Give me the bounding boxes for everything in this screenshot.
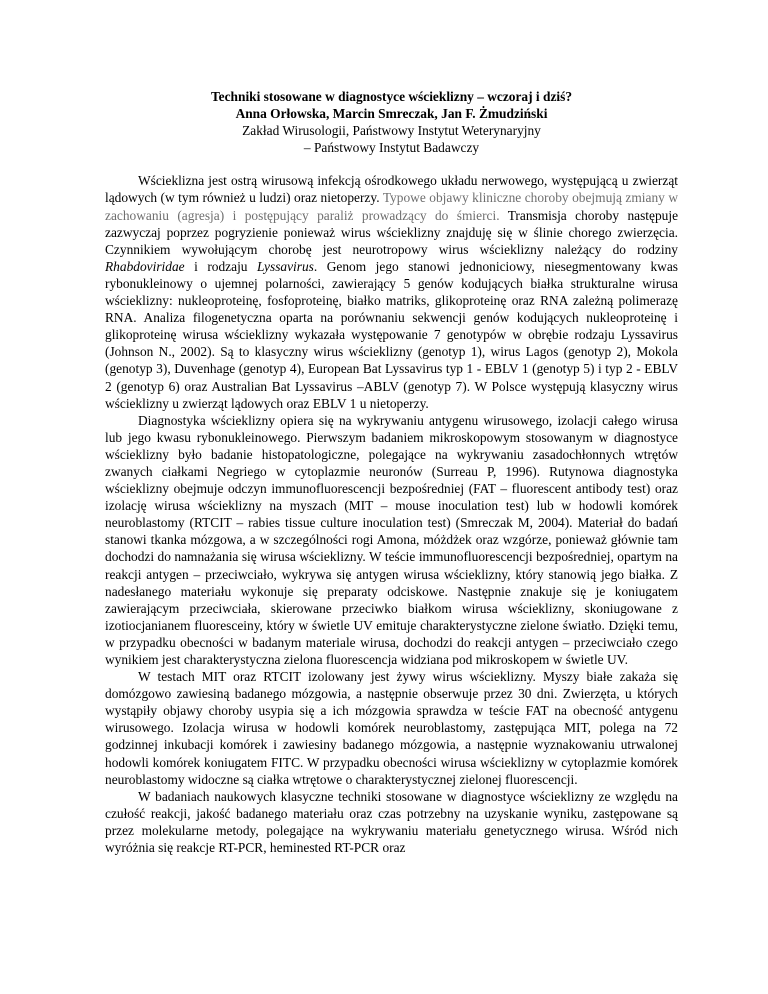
document-authors: Anna Orłowska, Marcin Smreczak, Jan F. Żmudziński (235, 106, 548, 122)
document-page (105, 88, 678, 856)
paragraph-1: Wścieklizna jest ostrą wirusową infekcją ośrodkowego układu nerwowego, występującą u zwierząt lądowych (w tym również u ludzi) oraz nietoperzy. Typowe objawy kliniczne choroby obejmują zmiany w zachowaniu (agresja) i postępujący paraliż prowadzący do śmierci. Transmisja choroby następuje zazwyczaj poprzez pogryzienie ponieważ wirus wścieklizny znajduję się w ślinie chorego zwierzęcia. Czynnikiem wywołującym chorobę jest neurotropowy wirus wścieklizny należący do rodziny Rhabdoviridae i rodzaju Lyssavirus. Genom jego stanowi jednoniciowy, niesegmentowany kwas rybonukleinowy o ujemnej polarności, zawierający 5 genów kodujących białka strukturalne wirusa wścieklizny: nukleoproteinę, fosfoproteinę, białko matriks, glikoproteinę oraz RNA zależną polimerazę RNA. Analiza filogenetyczna oparta na porównaniu sekwencji genów kodujących nukleoproteinę i glikoproteinę wirusa wścieklizny wykazała występowanie 7 genotypów w obrębie rodzaju Lyssavirus (Johnson N., 2002). Są to klasyczny wirus wścieklizny (genotyp 1), wirus Lagos (genotyp 2), Mokola (genotyp 3), Duvenhage (genotyp 4), European Bat Lyssavirus typ 1 - EBLV 1 (genotyp 5) i typ 2 - EBLV 2 (genotyp 6) oraz Australian Bat Lyssavirus –ABLV (genotyp 7). W Polsce występują klasyczny wirus wścieklizny u zwierząt lądowych oraz EBLV 1 u nietoperzy. (105, 173, 679, 411)
italic-family-name: Rhabdoviridae (105, 258, 185, 274)
affiliation-line-1: Zakład Wirusologii, Państwowy Instytut Weterynaryjny (242, 123, 541, 139)
paragraph-4: W badaniach naukowych klasyczne techniki stosowane w diagnostyce wścieklizny ze względu na czułość reakcji, jakość badanego materiału oraz czas potrzebny na uzyskanie wyniku, zastępowane są przez molekularne metody, polegające na wykrywaniu materiału genetycznego wirusa. Wśród nich wyróżnia się reakcje RT-PCR, heminested RT-PCR oraz (105, 788, 678, 856)
paragraph-2: Diagnostyka wścieklizny opiera się na wykrywaniu antygenu wirusowego, izolacji całego wirusa lub jego kwasu rybonukleinowego. Pierwszym badaniem mikroskopowym stosowanym w diagnostyce wścieklizny było badanie histopatologiczne, polegające na wykrywaniu zasadochłonnych wtrętów zwanych ciałkami Negriego w cytoplazmie neuronów (Surreau P, 1996). Rutynowa diagnostyka wścieklizny obejmuje odczyn immunofluorescencji bezpośredniej (FAT – fluorescent antibody test) oraz izolację wirusa wścieklizny na myszach (MIT – mouse inoculation test) lub w hodowli komórek neuroblastomy (RTCIT – rabies tissue culture inoculation test) (Smreczak M, 2004). Materiał do badań stanowi tkanka mózgowa, a w szczególności rogi Amona, móżdżek oraz wzgórze, ponieważ głównie tam dochodzi do namnażania się wirusa wścieklizny. W teście immunofluorescencji bezpośredniej, opartym na reakcji antygen – przeciwciało, wykrywa się antygen wirusa wścieklizny, który stanowią jego białka. Z nadesłanego materiału wykonuje się preparaty odciskowe. Następnie znakuje się je koniugatem zawierającym przeciwciała, skierowane przeciwko białkom wirusa wścieklizny, skoniugowane z izotiocjanianem fluoresceiny, który w świetle UV emituje charakterystyczne zielone światło. Dzięki temu, w przypadku obecności w badanym materiale wirusa, dochodzi do reakcji antygen – przeciwciało czego wynikiem jest charakterystyczna zielona fluorescencja widziana pod mikroskopem w świetle UV. (105, 412, 678, 667)
paragraph-3: W testach MIT oraz RTCIT izolowany jest żywy wirus wścieklizny. Myszy białe zakaża się domózgowo zawiesiną badanego mózgowia, a następnie obserwuje przez 30 dni. Zwierzęta, u których wystąpiły objawy choroby usypia się a ich mózgowia sprawdza w teście FAT na obecność antygenu wirusowego. Izolacja wirusa w hodowli komórek neuroblastomy, zastępująca MIT, polega na 72 godzinnej inkubacji komórek i zawiesiny badanego mózgowia, a następnie wyznakowaniu utrwalonej hodowli komórek koniugatem FITC. W przypadku obecności wirusa wścieklizny w cytoplazmie komórek neuroblastomy widoczne są ciałka wtrętowe o charakterystycznej zielonej fluorescencji. (105, 669, 678, 787)
italic-genus-name: Lyssavirus (257, 258, 314, 274)
highlighted-sentence: Typowe objawy kliniczne choroby obejmują zmiany w zachowaniu (agresja) i postępujący paraliż prowadzący do śmierci. (105, 190, 678, 223)
document-header (105, 88, 678, 156)
document-title: Techniki stosowane w diagnostyce wścieklizny – wczoraj i dziś? (210, 89, 573, 104)
affiliation-line-2: – Państwowy Instytut Badawczy (303, 140, 480, 156)
